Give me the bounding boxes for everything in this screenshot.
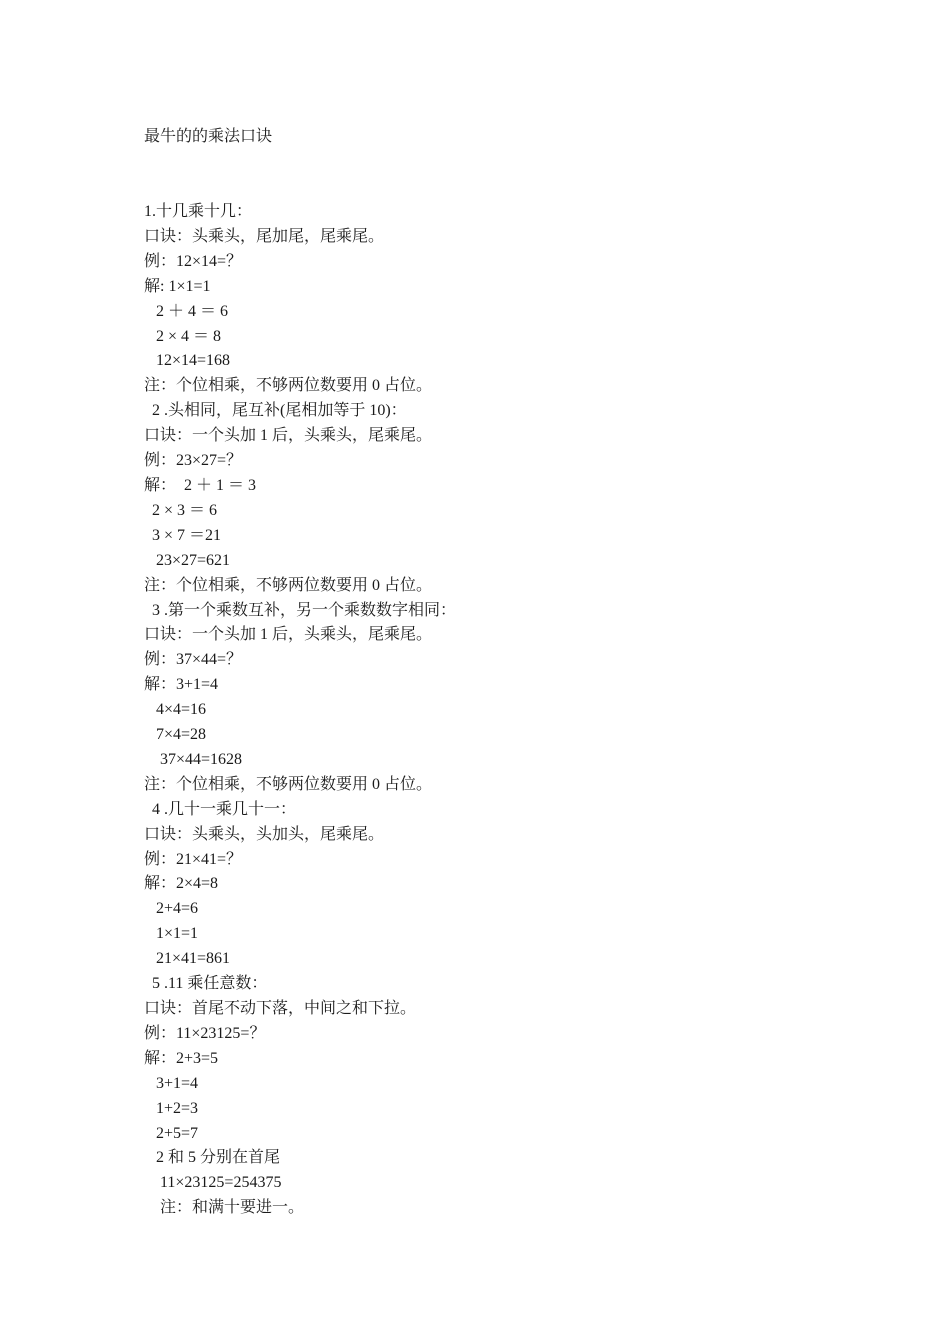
document-body (144, 200, 844, 1221)
text-line: 23×27=621 (144, 551, 231, 569)
text-line: 2+4=6 (144, 900, 199, 918)
text-line: 2 ＋ 4 ＝ 6 (144, 302, 229, 320)
text-line: 2 × 4 ＝ 8 (144, 327, 222, 345)
text-line: 注：个位相乘，不够两位数要用 0 占位。 (144, 576, 433, 594)
text-line: 4×4=16 (144, 701, 207, 719)
text-line: 例：12×14=？ (144, 252, 243, 270)
text-line: 2 × 3 ＝ 6 (144, 501, 218, 519)
text-line: 注：个位相乘，不够两位数要用 0 占位。 (144, 377, 433, 395)
text-line: 3 .第一个乘数互补，另一个乘数数字相同： (144, 601, 457, 619)
text-line: 1.十几乘十几： (144, 203, 253, 220)
text-line: 37×44=1628 (144, 750, 243, 768)
text-line: 3 × 7 ＝21 (144, 526, 222, 544)
text-line: 口诀：一个头加 1 后，头乘头，尾乘尾。 (144, 626, 433, 644)
text-line: 2 .头相同，尾互补(尾相加等于 10)： (144, 402, 407, 420)
text-line: 解: 1×1=1 (144, 277, 211, 295)
text-line: 注：和满十要进一。 (144, 1199, 305, 1217)
text-line: 注：个位相乘，不够两位数要用 0 占位。 (144, 775, 433, 793)
text-line: 2+5=7 (144, 1124, 199, 1142)
text-line: 解： 2 ＋ 1 ＝ 3 (144, 476, 257, 494)
text-line: 4 .几十一乘几十一： (144, 800, 297, 818)
text-line: 例：37×44=？ (144, 651, 243, 669)
text-line: 例：11×23125=？ (144, 1024, 266, 1042)
text-line: 11×23125=254375 (144, 1174, 282, 1192)
text-line: 7×4=28 (144, 726, 207, 744)
text-line: 解：2×4=8 (144, 875, 219, 893)
text-line: 2 和 5 分别在首尾 (144, 1149, 281, 1167)
text-line: 解：2+3=5 (144, 1049, 219, 1067)
text-line: 口诀：头乘头，尾加尾，尾乘尾。 (144, 227, 385, 245)
text-line: 3+1=4 (144, 1074, 199, 1092)
text-line: 1×1=1 (144, 925, 199, 943)
text-line: 21×41=861 (144, 950, 231, 968)
text-line: 例：23×27=？ (144, 452, 243, 470)
text-line: 5 .11 乘任意数： (144, 975, 268, 993)
text-line: 例：21×41=？ (144, 850, 243, 868)
text-line: 口诀：头乘头，头加头，尾乘尾。 (144, 825, 385, 843)
text-line: 口诀：首尾不动下落，中间之和下拉。 (144, 1000, 417, 1017)
text-line: 12×14=168 (144, 352, 231, 370)
text-line: 口诀：一个头加 1 后，头乘头，尾乘尾。 (144, 427, 433, 445)
document-title: 最牛的的乘法口诀 (144, 128, 273, 145)
text-line: 1+2=3 (144, 1099, 199, 1117)
text-line: 解：3+1=4 (144, 676, 219, 694)
